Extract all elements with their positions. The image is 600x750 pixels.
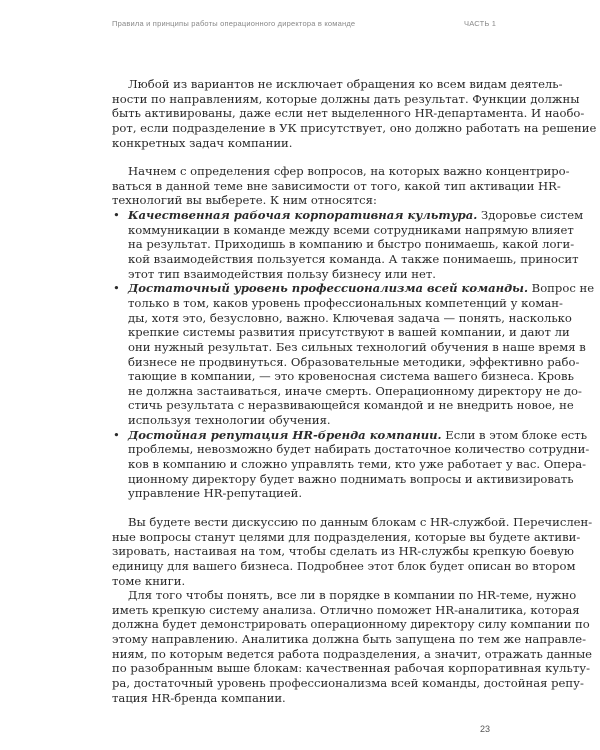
text-line: этот тип взаимодействия пользу бизнесу или нет.	[128, 266, 436, 281]
text-line: ды, хотя это, безусловно, важно. Ключевая задача — понять, насколько	[128, 310, 572, 325]
paragraph	[112, 164, 570, 208]
bullet-icon: •	[113, 427, 120, 442]
text-line: стичь результата с неразвивающейся командой и не внедрить новое, не	[128, 398, 574, 413]
text-line: единицу для вашего бизнеса. Подробнее этот блок будет описан во втором	[112, 558, 576, 573]
text-line: Любой из вариантов не исключает обращения ко всем видам деятель-	[128, 77, 563, 91]
text-line: проблемы, невозможно будет набирать достаточное количество сотрудни-	[128, 442, 590, 457]
text-line: Начнем с определения сфер вопросов, на которых важно концентриро-	[128, 164, 570, 179]
text-line: не должна застаиваться, иначе смерть. Операционному директору не до-	[128, 383, 582, 398]
running-header-part: ЧАСТЬ 1	[464, 19, 497, 28]
text-line: кой взаимодействия пользуется команда. А также понимаешь, приносит	[128, 252, 579, 267]
paragraph	[112, 514, 593, 588]
text-line: ниям, по которым ведется работа подразделения, а значит, отражать данные	[112, 646, 593, 661]
running-header-title: Правила и принципы работы операционного директора в команде	[112, 19, 356, 28]
text-line: на результат. Приходишь в компанию и быстро понимаешь, какой логи-	[128, 237, 575, 252]
text-line: коммуникации в команде между всеми сотрудниками напрямую влияет	[128, 222, 574, 237]
text-line: ра, достаточный уровень профессионализма всей команды, достойная репу-	[112, 675, 584, 690]
bullet-lead: Достаточный уровень профессионализма всей команды.	[128, 281, 528, 296]
text-line: зировать, настаивая на том, чтобы сделать из HR-службы крепкую боевую	[112, 544, 574, 559]
text-line: Для того чтобы понять, все ли в порядке в компании по HR-теме, нужно	[128, 588, 577, 603]
text-line: по разобранным выше блокам: качественная рабочая корпоративная культу-	[112, 661, 591, 676]
page-body	[112, 77, 597, 705]
text-line: рот, если подразделение в УК присутствует, оно должно работать на решение	[112, 120, 597, 135]
text-line: быть активированы, даже если нет выделенного HR-департамента. И наобо-	[112, 106, 585, 121]
text-line: Вы будете вести дискуссию по данным блокам с HR-службой. Перечислен-	[128, 514, 593, 529]
text-line: ционному директору будет важно поднимать вопросы и активизировать	[128, 471, 574, 486]
page-number: 23	[480, 724, 491, 734]
bullet-lead-rest: Здоровье систем	[477, 208, 584, 223]
bullet-item	[112, 208, 584, 281]
text-line: тация HR-бренда компании.	[112, 690, 286, 705]
bullet-lead-rest: Вопрос не	[528, 281, 595, 296]
text-line: используя технологии обучения.	[128, 413, 331, 428]
text-line: этому направлению. Аналитика должна быть запущена по тем же направле-	[112, 632, 587, 647]
text-line	[128, 427, 588, 443]
text-line	[128, 281, 595, 296]
text-line: конкретных задач компании.	[112, 135, 293, 150]
text-line: тающие в компании, — это кровеносная система вашего бизнеса. Кровь	[128, 369, 574, 384]
text-line: иметь крепкую систему анализа. Отлично поможет HR-аналитика, которая	[112, 602, 580, 617]
text-line: только в том, каков уровень профессиональных компетенций у коман-	[128, 295, 563, 310]
text-line: ков в компанию и сложно управлять теми, кто уже работает у вас. Опера-	[128, 457, 587, 472]
bullet-item	[112, 427, 590, 501]
text-line	[128, 208, 584, 223]
text-line: должна будет демонстрировать операционному директору силу компании по	[112, 617, 590, 632]
paragraph	[112, 588, 593, 705]
paragraph	[112, 77, 597, 150]
bullet-item	[112, 281, 595, 428]
text-line: ваться в данной теме вне зависимости от того, какой тип активации HR-	[112, 178, 561, 193]
bullet-icon: •	[113, 208, 120, 223]
bullet-icon: •	[113, 281, 120, 296]
text-line: управление HR-репутацией.	[128, 486, 303, 501]
text-line: крепкие системы развития присутствуют в вашей компании, и дают ли	[128, 325, 570, 340]
text-line: бизнесе не продвинуться. Образовательные методики, эффективно рабо-	[128, 354, 580, 369]
text-line: технологий вы выберете. К ним относятся:	[112, 193, 377, 208]
text-line: томе книги.	[112, 573, 186, 588]
text-line: ности по направлениям, которые должны дать результат. Функции должны	[112, 91, 580, 106]
text-line: ные вопросы станут целями для подразделения, которые вы будете активи-	[112, 529, 581, 544]
bullet-lead: Качественная рабочая корпоративная культура.	[128, 208, 478, 223]
bullet-lead: Достойная репутация HR-бренда компании.	[128, 427, 442, 442]
bullet-lead-rest: Если в этом блоке есть	[441, 427, 588, 442]
text-line: они нужный результат. Без сильных технологий обучения в наше время в	[128, 339, 586, 354]
